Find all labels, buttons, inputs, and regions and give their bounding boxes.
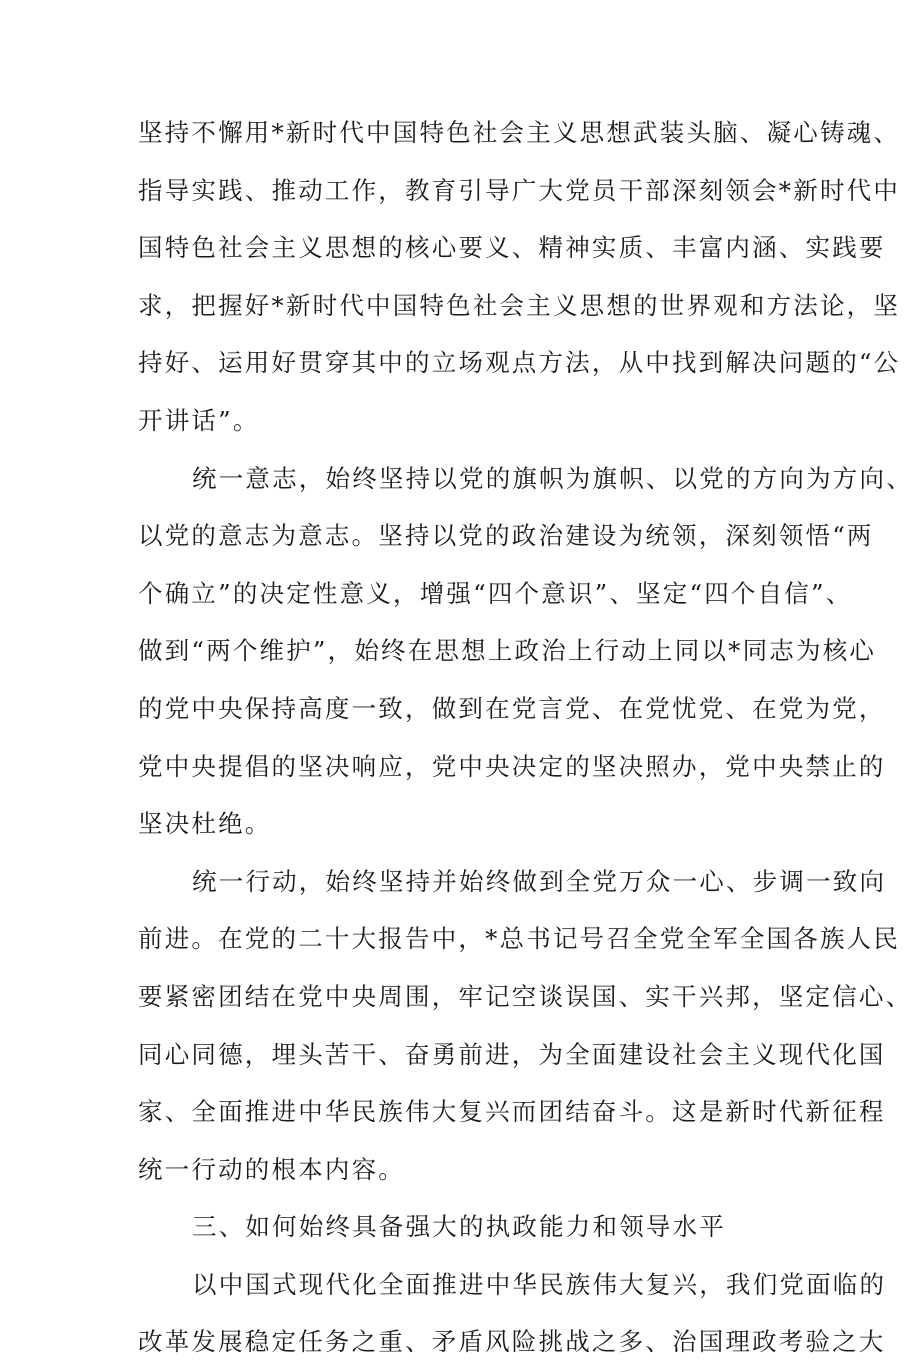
paragraph-1-line-6: 开讲话”。 (138, 405, 260, 435)
paragraph-3-line-6: 统一行动的根本内容。 (138, 1154, 405, 1184)
paragraph-2-line-2: 以党的意志为意志。坚持以党的政治建设为统领，深刻领悟“两 (138, 521, 874, 551)
section-heading-3: 三、如何始终具备强大的执政能力和领导水平 (192, 1212, 726, 1242)
paragraph-3-line-5: 家、全面推进中华民族伟大复兴而团结奋斗。这是新时代新征程 (138, 1097, 886, 1127)
paragraph-2-line-7: 坚决杜绝。 (138, 809, 272, 839)
paragraph-1-line-3: 国特色社会主义思想的核心要义、精神实质、丰富内涵、实践要 (138, 233, 886, 263)
paragraph-4-line-2: 改革发展稳定任务之重、矛盾风险挑战之多、治国理政考验之大 (138, 1327, 886, 1357)
paragraph-1-line-4: 求，把握好*新时代中国特色社会主义思想的世界观和方法论，坚 (138, 290, 901, 320)
paragraph-2-line-1: 统一意志，始终坚持以党的旗帜为旗帜、以党的方向为方向、 (192, 463, 913, 493)
document-body (138, 104, 913, 1371)
paragraph-1-line-1: 坚持不懈用*新时代中国特色社会主义思想武装头脑、凝心铸魂、 (138, 118, 901, 147)
paragraph-3-line-3: 要紧密团结在党中央周围，牢记空谈误国、实干兴邦，坚定信心、 (138, 981, 913, 1011)
paragraph-1-line-5: 持好、运用好贯穿其中的立场观点方法，从中找到解决问题的“公 (138, 348, 901, 378)
paragraph-2-line-4: 做到“两个维护”，始终在思想上政治上行动上同以*同志为核心 (138, 636, 877, 666)
paragraph-2-line-3: 个确立”的决定性意义，增强“四个意识”、坚定“四个自信”、 (138, 578, 853, 608)
paragraph-2-line-6: 党中央提倡的坚决响应，党中央决定的坚决照办，党中央禁止的 (138, 751, 886, 781)
paragraph-3-line-1: 统一行动，始终坚持并始终做到全党万众一心、步调一致向 (192, 866, 887, 896)
paragraph-3-line-4: 同心同德，埋头苦干、奋勇前进，为全面建设社会主义现代化国 (138, 1039, 886, 1069)
paragraph-3-line-2: 前进。在党的二十大报告中，*总书记号召全党全军全国各族人民 (138, 924, 901, 954)
paragraph-4-line-1: 以中国式现代化全面推进中华民族伟大复兴，我们党面临的 (192, 1269, 887, 1299)
paragraph-1-line-2: 指导实践、推动工作，教育引导广大党员干部深刻领会*新时代中 (138, 175, 901, 205)
paragraph-2-line-5: 的党中央保持高度一致，做到在党言党、在党忧党、在党为党， (138, 693, 886, 723)
